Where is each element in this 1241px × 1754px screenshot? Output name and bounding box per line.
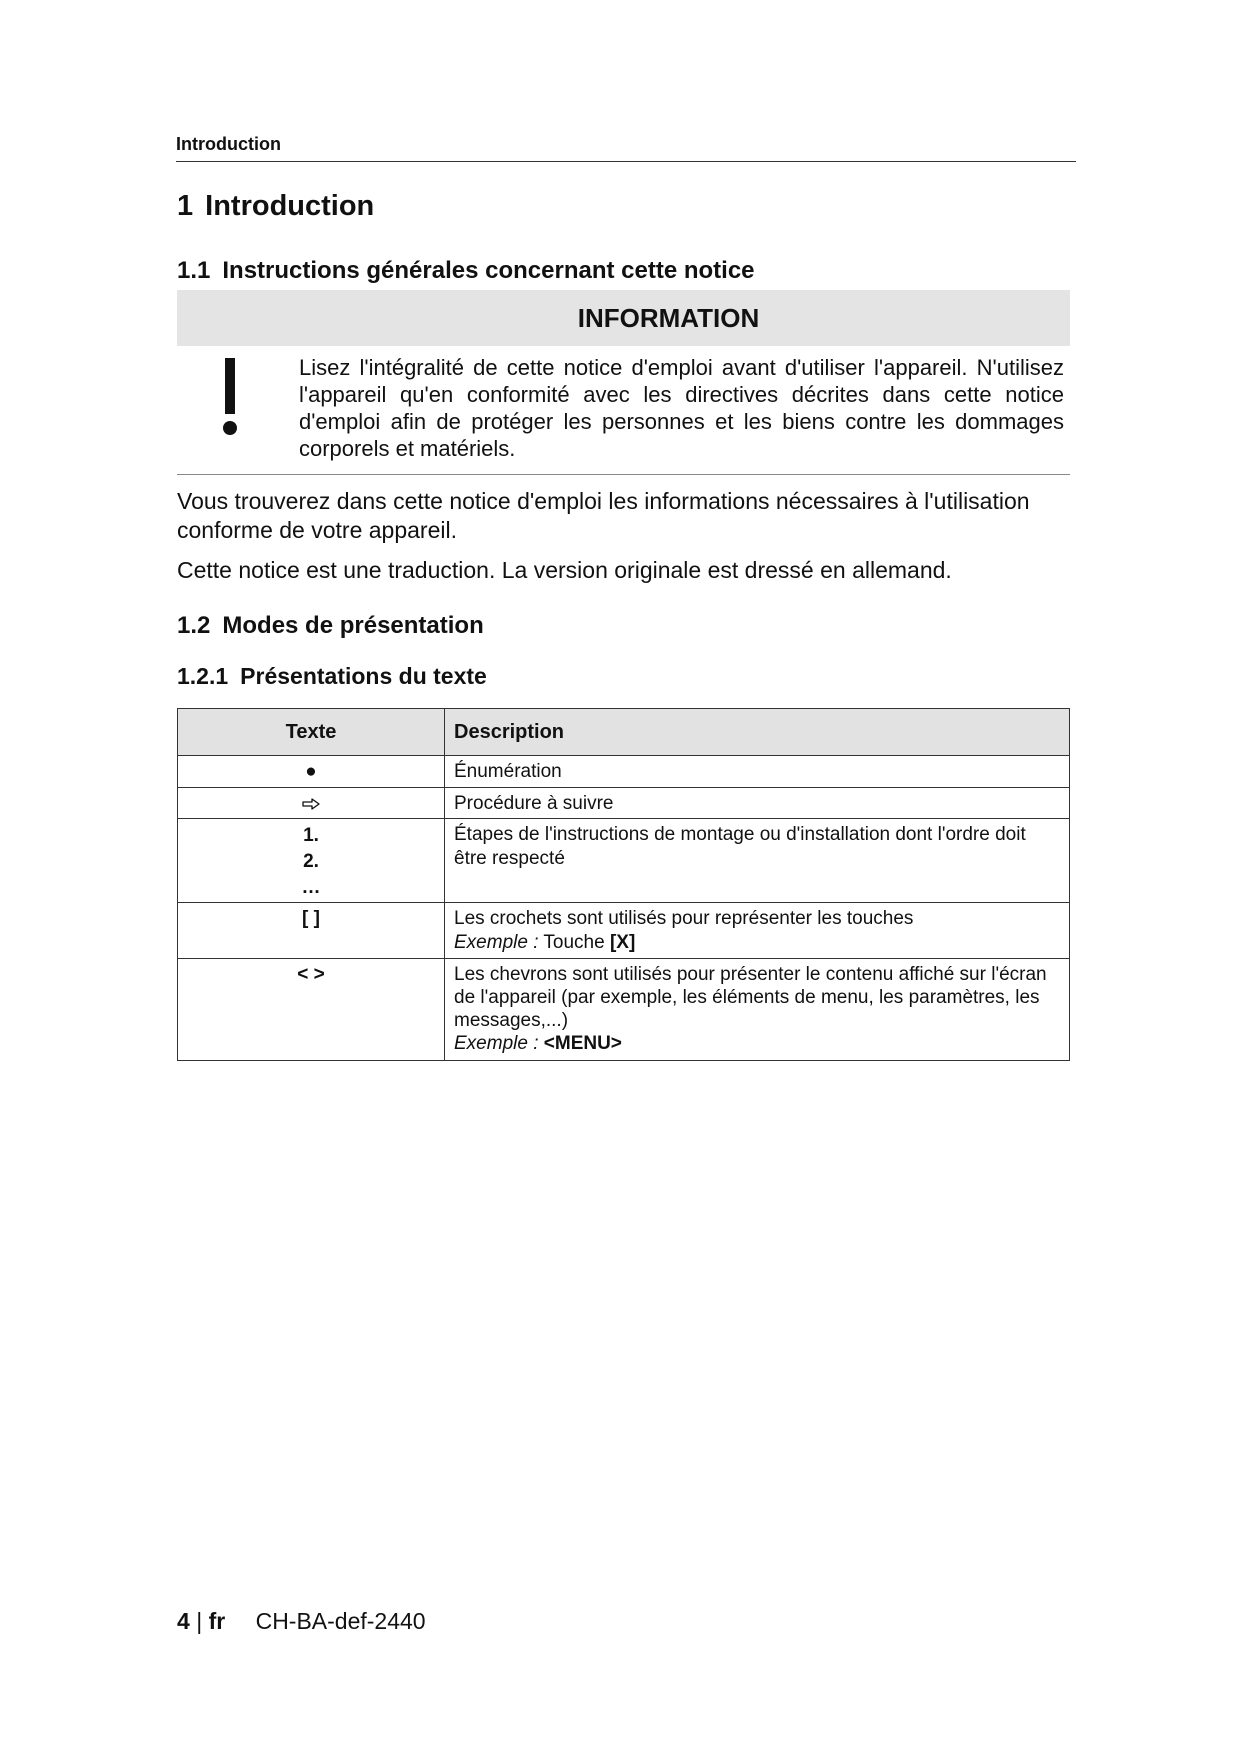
step-marker: … <box>301 877 321 898</box>
description-cell <box>445 903 1070 959</box>
description-cell: Procédure à suivre <box>445 788 1070 819</box>
information-text: Lisez l'intégralité de cette notice d'emploi avant d'utiliser l'appareil. N'utilisez l'appareil qu'en conformité avec les directives décrites dans cette notice d'emploi afin de protéger les personnes et les biens contre les dommages corporels et matériels. <box>299 355 1064 461</box>
description-text: Les chevrons sont utilisés pour présenter le contenu affiché sur l'écran de l'appareil (par exemple, les éléments de menu, les paramètres, les messages,...) <box>454 964 1047 1031</box>
example-label: Exemple : <box>454 1033 539 1054</box>
right-arrow-icon <box>302 798 320 810</box>
language-code: fr <box>208 1608 226 1634</box>
step-marker: 1. <box>303 825 319 846</box>
example-text: Touche <box>543 932 605 953</box>
text-presentation-table <box>177 708 1070 1061</box>
paragraph: Vous trouverez dans cette notice d'emploi les informations nécessaires à l'utilisation conforme de votre appareil. <box>177 488 1030 543</box>
page-number: 4 <box>177 1608 190 1634</box>
page-footer <box>177 1608 426 1635</box>
paragraph: Cette notice est une traduction. La version originale est dressé en allemand. <box>177 557 952 583</box>
example-line <box>454 931 1061 955</box>
section-1-1-title <box>177 257 755 285</box>
description-cell: Étapes de l'instructions de montage ou d'installation dont l'ordre doit être respecté <box>445 819 1070 903</box>
table-row <box>178 959 1070 1061</box>
running-header: Introduction <box>176 134 1076 162</box>
document-id: CH-BA-def-2440 <box>255 1608 426 1634</box>
example-key: [X] <box>609 932 636 953</box>
description-cell <box>445 959 1070 1061</box>
table-row <box>178 903 1070 959</box>
section-title-text: Modes de présentation <box>222 612 484 639</box>
symbol-cell: ● <box>178 756 445 788</box>
information-heading: INFORMATION <box>177 290 1070 346</box>
table-row <box>178 819 1070 903</box>
information-body <box>177 346 1070 475</box>
example-line <box>454 1032 1061 1056</box>
footer-separator: | <box>196 1608 203 1634</box>
section-number: 1.2 <box>177 612 211 639</box>
information-box <box>177 290 1070 475</box>
symbol-cell: < > <box>178 959 445 1061</box>
table-row <box>178 756 1070 788</box>
section-title-text: Instructions générales concernant cette notice <box>222 257 755 284</box>
table-row <box>178 788 1070 819</box>
example-label: Exemple : <box>454 932 539 953</box>
example-key: <MENU> <box>543 1033 622 1054</box>
section-number: 1.1 <box>177 257 211 284</box>
symbol-cell <box>178 788 445 819</box>
section-title-text: Présentations du texte <box>240 663 487 689</box>
step-marker: 2. <box>303 851 319 872</box>
exclamation-icon <box>222 358 238 438</box>
description-text: Les crochets sont utilisés pour représenter les touches <box>454 908 914 929</box>
symbol-cell: [ ] <box>178 903 445 959</box>
table-header-row <box>178 709 1070 756</box>
description-cell: Énumération <box>445 756 1070 788</box>
column-header-text: Texte <box>178 709 445 756</box>
column-header-description: Description <box>445 709 1070 756</box>
section-1-2-1-title <box>177 663 487 690</box>
chapter-number: 1 <box>177 190 194 222</box>
symbol-cell <box>178 819 445 903</box>
chapter-title <box>177 190 374 223</box>
section-number: 1.2.1 <box>177 663 229 689</box>
section-1-2-title <box>177 612 484 640</box>
chapter-title-text: Introduction <box>205 190 375 222</box>
